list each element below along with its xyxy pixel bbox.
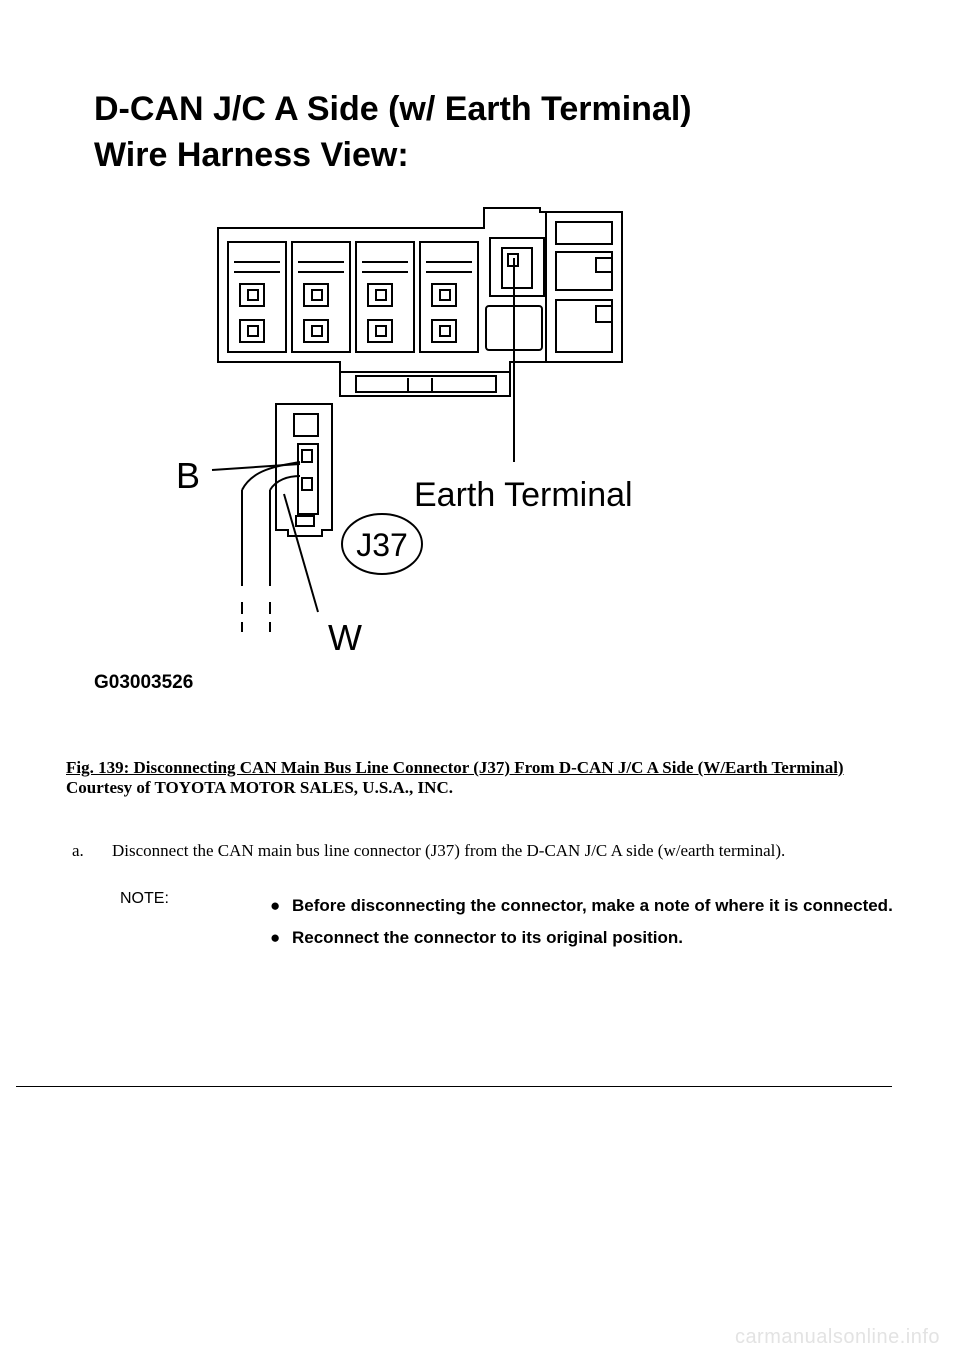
wire-bundle-drawing [242,462,300,632]
note-item-text: Before disconnecting the connector, make a note of where it is connected. [292,896,893,915]
graphic-code: G03003526 [94,672,194,693]
note-item-text: Reconnect the connector to its original position. [292,928,684,947]
figure-caption-title[interactable]: Fig. 139: Disconnecting CAN Main Bus Line Connector (J37) From D-CAN J/C A Side (W/Earth Terminal) [66,758,844,777]
wire-w-label: W [328,617,362,658]
earth-terminal-label: Earth Terminal [414,476,633,514]
note-item [268,895,908,917]
note-list [268,895,908,959]
step-text: Disconnect the CAN main bus line connector (J37) from the D-CAN J/C A side (w/earth terminal). [112,841,786,860]
note-item [268,927,908,949]
figure-caption [66,758,886,798]
wire-b-leader [212,464,300,470]
watermark: carmanualsonline.info [734,1326,940,1348]
connector-id-label: J37 [356,527,408,563]
figure-heading-2: Wire Harness View: [94,136,409,174]
note-label: NOTE: [120,890,169,907]
junction-connector-drawing [218,208,622,396]
j37-connector-drawing [276,404,332,536]
step-marker: a. [72,841,84,860]
bullet-icon: ● [270,896,281,915]
figure-courtesy: Courtesy of TOYOTA MOTOR SALES, U.S.A., INC. [66,778,453,797]
figure-heading-1: D-CAN J/C A Side (w/ Earth Terminal) [94,90,692,128]
bullet-icon: ● [270,928,281,947]
wire-b-label: B [176,455,201,496]
procedure-step [72,841,932,861]
page-divider [16,1086,892,1087]
wire-w-leader [284,494,318,612]
